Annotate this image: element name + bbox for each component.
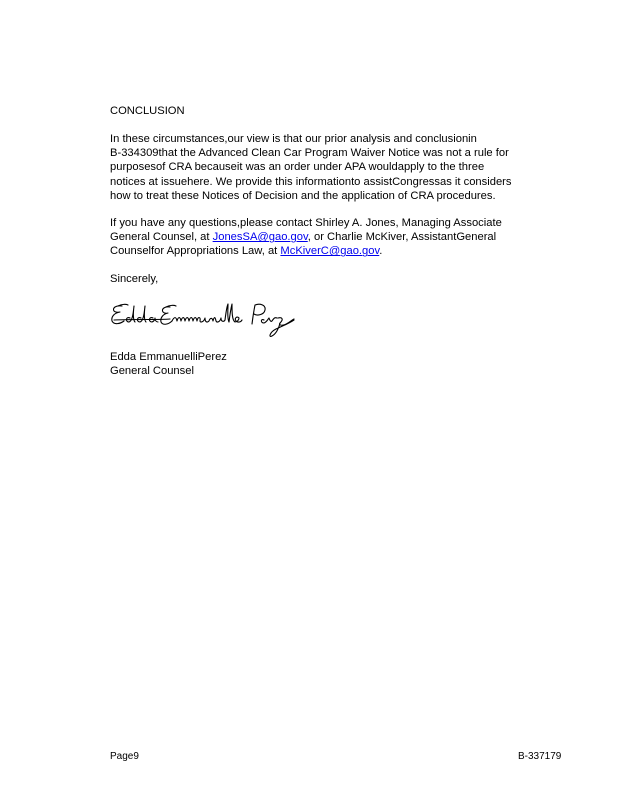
paragraph-line: notices at issuehere. We provide this informationto assistCongressas it considers bbox=[110, 175, 512, 188]
page-number: Page9 bbox=[110, 751, 139, 762]
signatory-title: General Counsel bbox=[110, 365, 194, 378]
section-heading: CONCLUSION bbox=[110, 105, 185, 117]
closing-salutation: Sincerely, bbox=[110, 273, 159, 285]
signature-block bbox=[110, 350, 227, 378]
line-text: General Counsel, at bbox=[110, 231, 213, 244]
paragraph-line bbox=[110, 230, 580, 244]
conclusion-paragraph bbox=[110, 132, 580, 203]
jones-email-link[interactable]: JonesSA@gao.gov bbox=[212, 231, 308, 244]
line-text: , or Charlie McKiver, AssistantGeneral bbox=[307, 231, 497, 244]
paragraph-line: how to treat these Notices of Decision and the application of CRA procedures. bbox=[110, 189, 496, 202]
line-text: Counselfor Appropriations Law, at bbox=[110, 245, 281, 258]
handwritten-signature bbox=[108, 296, 308, 340]
paragraph-line: B-334309that the Advanced Clean Car Program Waiver Notice was not a rule for bbox=[110, 147, 509, 160]
contact-paragraph bbox=[110, 216, 580, 259]
document-id: B-337179 bbox=[518, 751, 562, 762]
paragraph-line bbox=[110, 244, 580, 258]
mckiver-email-link[interactable]: McKiverC@gao.gov bbox=[280, 245, 380, 258]
paragraph-line: purposesof CRA becauseit was an order under APA wouldapply to the three bbox=[110, 161, 485, 174]
paragraph-line: If you have any questions,please contact Shirley A. Jones, Managing Associate bbox=[110, 217, 502, 229]
signatory-name: Edda EmmanuelliPerez bbox=[110, 351, 227, 363]
line-text: . bbox=[379, 245, 383, 258]
paragraph-line: In these circumstances,our view is that our prior analysis and conclusionin bbox=[110, 133, 477, 145]
